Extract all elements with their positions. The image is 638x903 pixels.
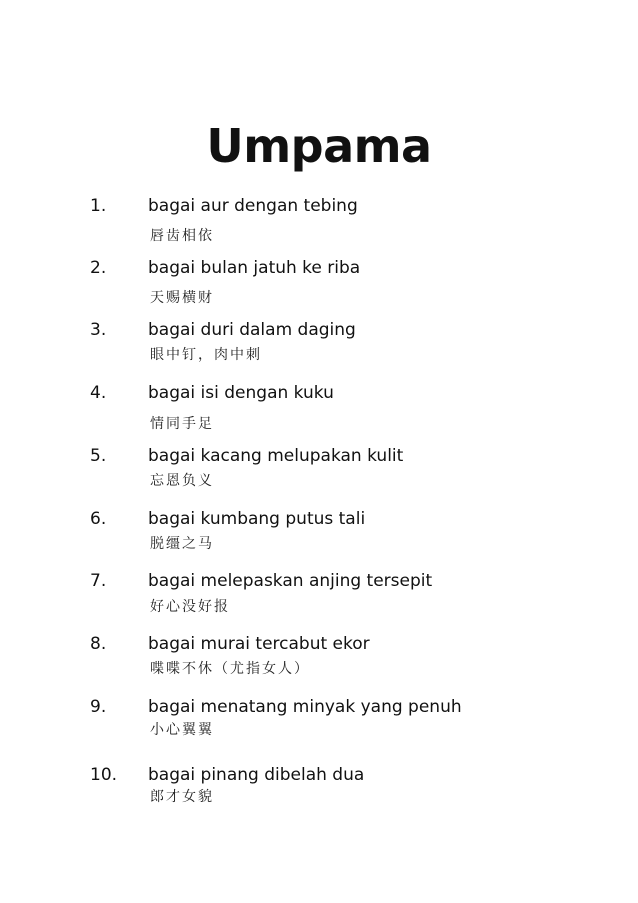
entry-chinese-text: 脱缰之马 (150, 536, 214, 552)
entry-malay-text: bagai pinang dibelah dua (148, 765, 365, 785)
entry-chinese-text: 唇齿相依 (150, 228, 214, 244)
entry-chinese-text: 小心翼翼 (150, 722, 214, 738)
entry-chinese-text: 好心没好报 (150, 599, 230, 615)
entry-chinese-text: 喋喋不休（尤指女人） (150, 661, 310, 677)
page-title: Umpama (206, 119, 432, 173)
entry-malay-text: bagai kumbang putus tali (148, 509, 366, 529)
idiom-entry-3 (0, 318, 638, 378)
idiom-entry-1 (0, 194, 638, 254)
entry-number: 7. (90, 571, 107, 591)
entry-malay-text: bagai kacang melupakan kulit (148, 446, 404, 466)
entry-number: 9. (90, 697, 107, 717)
entry-malay-text: bagai murai tercabut ekor (148, 634, 370, 654)
entry-malay-text: bagai isi dengan kuku (148, 383, 334, 403)
entry-number: 2. (90, 258, 107, 278)
entry-malay-text: bagai duri dalam daging (148, 320, 356, 340)
entry-number: 10. (90, 765, 118, 785)
entry-chinese-text: 天赐横财 (150, 290, 214, 306)
entry-number: 4. (90, 383, 107, 403)
idiom-entry-9 (0, 695, 638, 755)
entry-number: 5. (90, 446, 107, 466)
entry-malay-text: bagai bulan jatuh ke riba (148, 258, 361, 278)
entry-number: 6. (90, 509, 107, 529)
idiom-entry-4 (0, 381, 638, 441)
entry-chinese-text: 眼中钉，肉中刺 (150, 347, 262, 363)
entry-chinese-text: 郎才女貌 (150, 789, 214, 805)
entry-malay-text: bagai menatang minyak yang penuh (148, 697, 462, 717)
entry-number: 8. (90, 634, 107, 654)
idiom-entry-5 (0, 444, 638, 504)
entry-chinese-text: 情同手足 (150, 416, 214, 432)
entry-number: 1. (90, 196, 107, 216)
idiom-entry-8 (0, 632, 638, 692)
entry-chinese-text: 忘恩负义 (150, 473, 214, 489)
entry-malay-text: bagai aur dengan tebing (148, 196, 358, 216)
idiom-entry-6 (0, 507, 638, 567)
entry-malay-text: bagai melepaskan anjing tersepit (148, 571, 433, 591)
idiom-entry-2 (0, 256, 638, 316)
entry-number: 3. (90, 320, 107, 340)
idiom-entry-7 (0, 569, 638, 629)
idiom-entry-10 (0, 763, 638, 823)
